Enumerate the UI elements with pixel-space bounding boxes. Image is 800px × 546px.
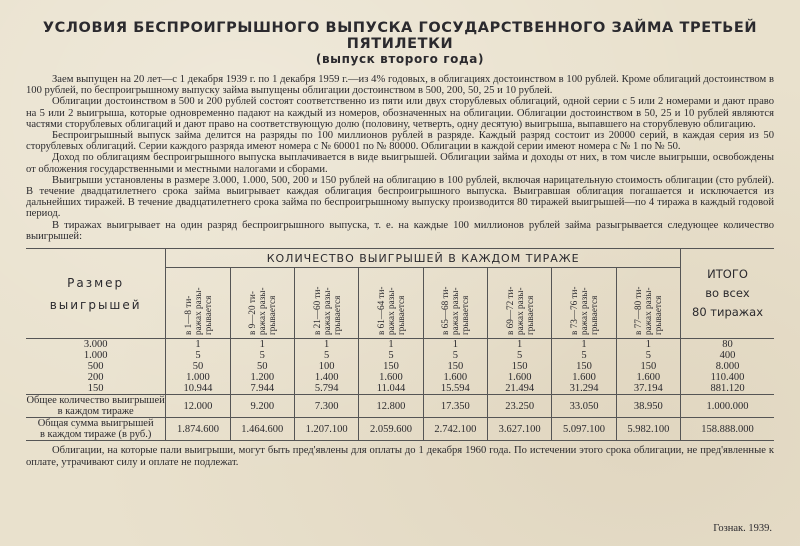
table-cell: 1.874.600 [166,418,230,441]
prize-size-header [26,249,166,339]
table-cell: 38.950 [616,395,680,418]
table-cell: 12.800 [359,395,423,418]
prize-size-header-line1: Размер [67,275,125,290]
table-column: 1 5 150 1.600 21.494 [488,339,552,395]
total-header-line2: во всех [705,286,750,301]
table-cell: 1.000.000 [681,395,774,418]
table-cell: 1.464.600 [230,418,294,441]
table-cell: 23.250 [488,395,552,418]
sum-row [26,418,774,441]
sum-row-label: Общая сумма выигрышей в каждом тираже (в руб.) [26,418,166,441]
table-column: 1 5 150 1.600 15.594 [423,339,487,395]
table-cell: 9.200 [230,395,294,418]
total-header [681,249,774,339]
document-title: УСЛОВИЯ БЕСПРОИГРЫШНОГО ВЫПУСКА ГОСУДАРСТВЕННОГО ЗАЙМА ТРЕТЬЕЙ ПЯТИЛЕТКИ [42,20,758,52]
draw-column-header: в 73—76 ти- ражах разы- грывается [552,268,616,339]
printer-imprint: Гознак. 1939. [713,523,772,534]
draw-column-header: в 77—80 ти- ражах разы- грывается [616,268,680,339]
draw-column-header: в 1—8 ти- ражах разы- грывается [166,268,230,339]
table-cell: 5.982.100 [616,418,680,441]
table-cell: 7.300 [294,395,358,418]
paragraph-categories: Беспроигрышный выпуск займа делится на разряды по 100 миллионов рублей в разряде. Каждый разряд состоит из 20000 серий, в каждая серия из 50 сторублевых облигаций. Серии каждого разряда имеют номера с № 60001 по № 80000. Облигации в каждой серии имеют номера с № 1 по № 50. [26,130,774,153]
paragraph-prizes: Выигрыши установлены в размере 3.000, 1.000, 500, 200 и 150 рублей на облигацию в 100 рублей, включая нарицательную стоимость облигации (сто рублей). В течение двадцатилетнего срока займа выигрывает каждая облигация беспроигрышного выпуска. Выигравшая облигация погашается и исключается из дальнейших тиражей. В течение двадцатилетнего срока займа по беспроигрышному выпуску производится 80 тиражей выигрышей—по 4 тиража в каждый годовой период. [26,174,774,220]
draw-column-header: в 9—20 ти- ражах разы- грывается [230,268,294,339]
table-cell: 1.207.100 [294,418,358,441]
table-cell: 3.627.100 [488,418,552,441]
table-cell: 12.000 [166,395,230,418]
paragraph-issue-terms: Заем выпущен на 20 лет—с 1 декабря 1939 г. по 1 декабря 1959 г.—из 4% годовых, в облигациях достоинством в 100 рублей. Кроме облигаций достоинством в 100 рублей, по беспроигрышному выпуску займа выпущены облигации достоинством в 500, 200, 50, 25 и 10 рублей. [26,74,774,97]
prize-values-block [26,339,774,395]
paragraph-table-intro: В тиражах выигрывает на один разряд беспроигрышного выпуска, т. е. на каждые 100 миллионов рублей займа разыгрывается следующее количество выигрышей: [26,219,774,242]
draw-column-header: в 65—68 ти- ражах разы- грывается [423,268,487,339]
prize-table [26,248,774,441]
table-cell: 2.742.100 [423,418,487,441]
total-header-line1: ИТОГО [707,267,748,282]
prize-sizes: 3.000 1.000 500 200 150 [26,339,166,395]
draw-count-header: КОЛИЧЕСТВО ВЫИГРЫШЕЙ В КАЖДОМ ТИРАЖЕ [166,249,681,268]
table-column: 1 5 150 1.600 37.194 [616,339,680,395]
draw-column-header: в 61—64 ти- ражах разы- грывается [359,268,423,339]
count-row-label: Общее количество выигрышей в каждом тираже [26,395,165,418]
conditions-text [26,74,774,242]
count-row [26,395,774,418]
table-cell: 5.097.100 [552,418,616,441]
table-cell: 2.059.600 [359,418,423,441]
table-column: 1 5 150 1.600 11.044 [359,339,423,395]
table-cell: 158.888.000 [681,418,774,441]
prize-size-header-line2: выигрышей [49,297,142,312]
paragraph-income: Доход по облигациям беспроигрышного выпуска выплачивается в виде выигрышей. Облигации займа и доходы от них, в том числе выигрыши, освобождены от обложения государственными и местными налогами и сборами. [26,152,774,175]
draw-column-header: в 69—72 ти- ражах разы- грывается [488,268,552,339]
document-subtitle: (выпуск второго года) [315,52,485,66]
table-column: 1 5 100 1.400 5.794 [294,339,358,395]
totals-column: 80 400 8.000 110.400 881.120 [710,339,745,395]
redemption-note: Облигации, на которые пали выигрыши, могут быть пред'явлены для оплаты до 1 декабря 1960 года. По истечении этого срока облигации, не пред'явленные к оплате, утрачивают силу и оплате не подлежат. [26,445,774,469]
table-column: 1 5 50 1.200 7.944 [230,339,294,395]
table-column: 1 5 150 1.600 31.294 [552,339,616,395]
table-cell: 17.350 [423,395,487,418]
paragraph-denominations: Облигации достоинством в 500 и 200 рублей состоят соответственно из пяти или двух сторублевых облигаций, одной серии с 5 или 2 номерами и дают право на 5 или 2 выигрыша, которые одновременно падают на каждый из номеров, обозначенных на облигации. Облигации достоинством в 50, 25 и 10 рублей являются частями сторублевых облигаций и дают право на соответствующую долю (половину, четверть, одну десятую) выигрыша, выпавшего на сторублевую облигацию. [26,96,774,130]
table-column: 1 5 50 1.000 10.944 [166,339,230,395]
draw-column-header: в 21—60 ти- ражах разы- грывается [294,268,358,339]
total-header-line3: 80 тиражах [692,305,764,320]
table-cell: 33.050 [552,395,616,418]
